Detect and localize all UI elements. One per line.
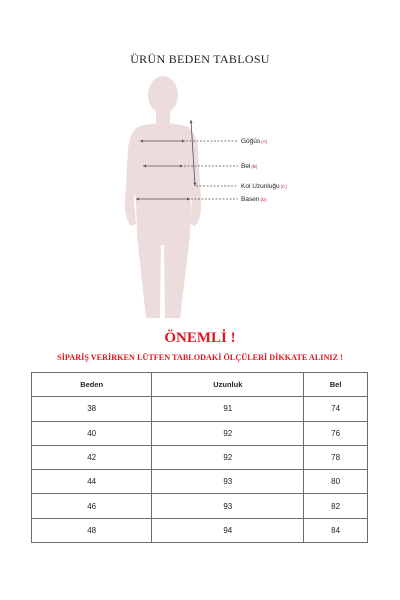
table-header-row	[32, 373, 368, 397]
measure-label-hip: Basen(D)	[241, 196, 267, 203]
column-header: Uzunluk	[152, 373, 304, 397]
column-header: Bel	[304, 373, 368, 397]
page-title: ÜRÜN BEDEN TABLOSU	[130, 52, 270, 66]
table-cell: 94	[152, 518, 304, 542]
measure-label-waist: Bel(B)	[241, 163, 258, 170]
instruction-text: SİPARİŞ VERİRKEN LÜTFEN TABLODAKİ ÖLÇÜLERİ DİKKATE ALINIZ !	[57, 353, 343, 362]
female-silhouette-icon	[125, 76, 201, 318]
table-cell: 42	[32, 445, 152, 469]
important-heading: ÖNEMLİ !	[164, 330, 236, 346]
table-cell: 44	[32, 470, 152, 494]
table-cell: 91	[152, 397, 304, 421]
measure-label-chest: Göğüs(A)	[241, 138, 268, 145]
table-cell: 76	[304, 421, 368, 445]
table-row	[32, 518, 368, 542]
table-cell: 82	[304, 494, 368, 518]
table-cell: 93	[152, 470, 304, 494]
table-cell: 48	[32, 518, 152, 542]
table-cell: 93	[152, 494, 304, 518]
table-row	[32, 421, 368, 445]
table-cell: 40	[32, 421, 152, 445]
table-cell: 46	[32, 494, 152, 518]
table-row	[32, 470, 368, 494]
table-row	[32, 445, 368, 469]
table-cell: 92	[152, 445, 304, 469]
column-header: Beden	[32, 373, 152, 397]
measure-label-arm: Kol Uzunluğu(C)	[241, 183, 287, 190]
table-row	[32, 397, 368, 421]
table-cell: 74	[304, 397, 368, 421]
table-cell: 92	[152, 421, 304, 445]
table-cell: 38	[32, 397, 152, 421]
table-row	[32, 494, 368, 518]
size-table	[31, 372, 368, 543]
table-cell: 80	[304, 470, 368, 494]
table-cell: 78	[304, 445, 368, 469]
table-cell: 84	[304, 518, 368, 542]
